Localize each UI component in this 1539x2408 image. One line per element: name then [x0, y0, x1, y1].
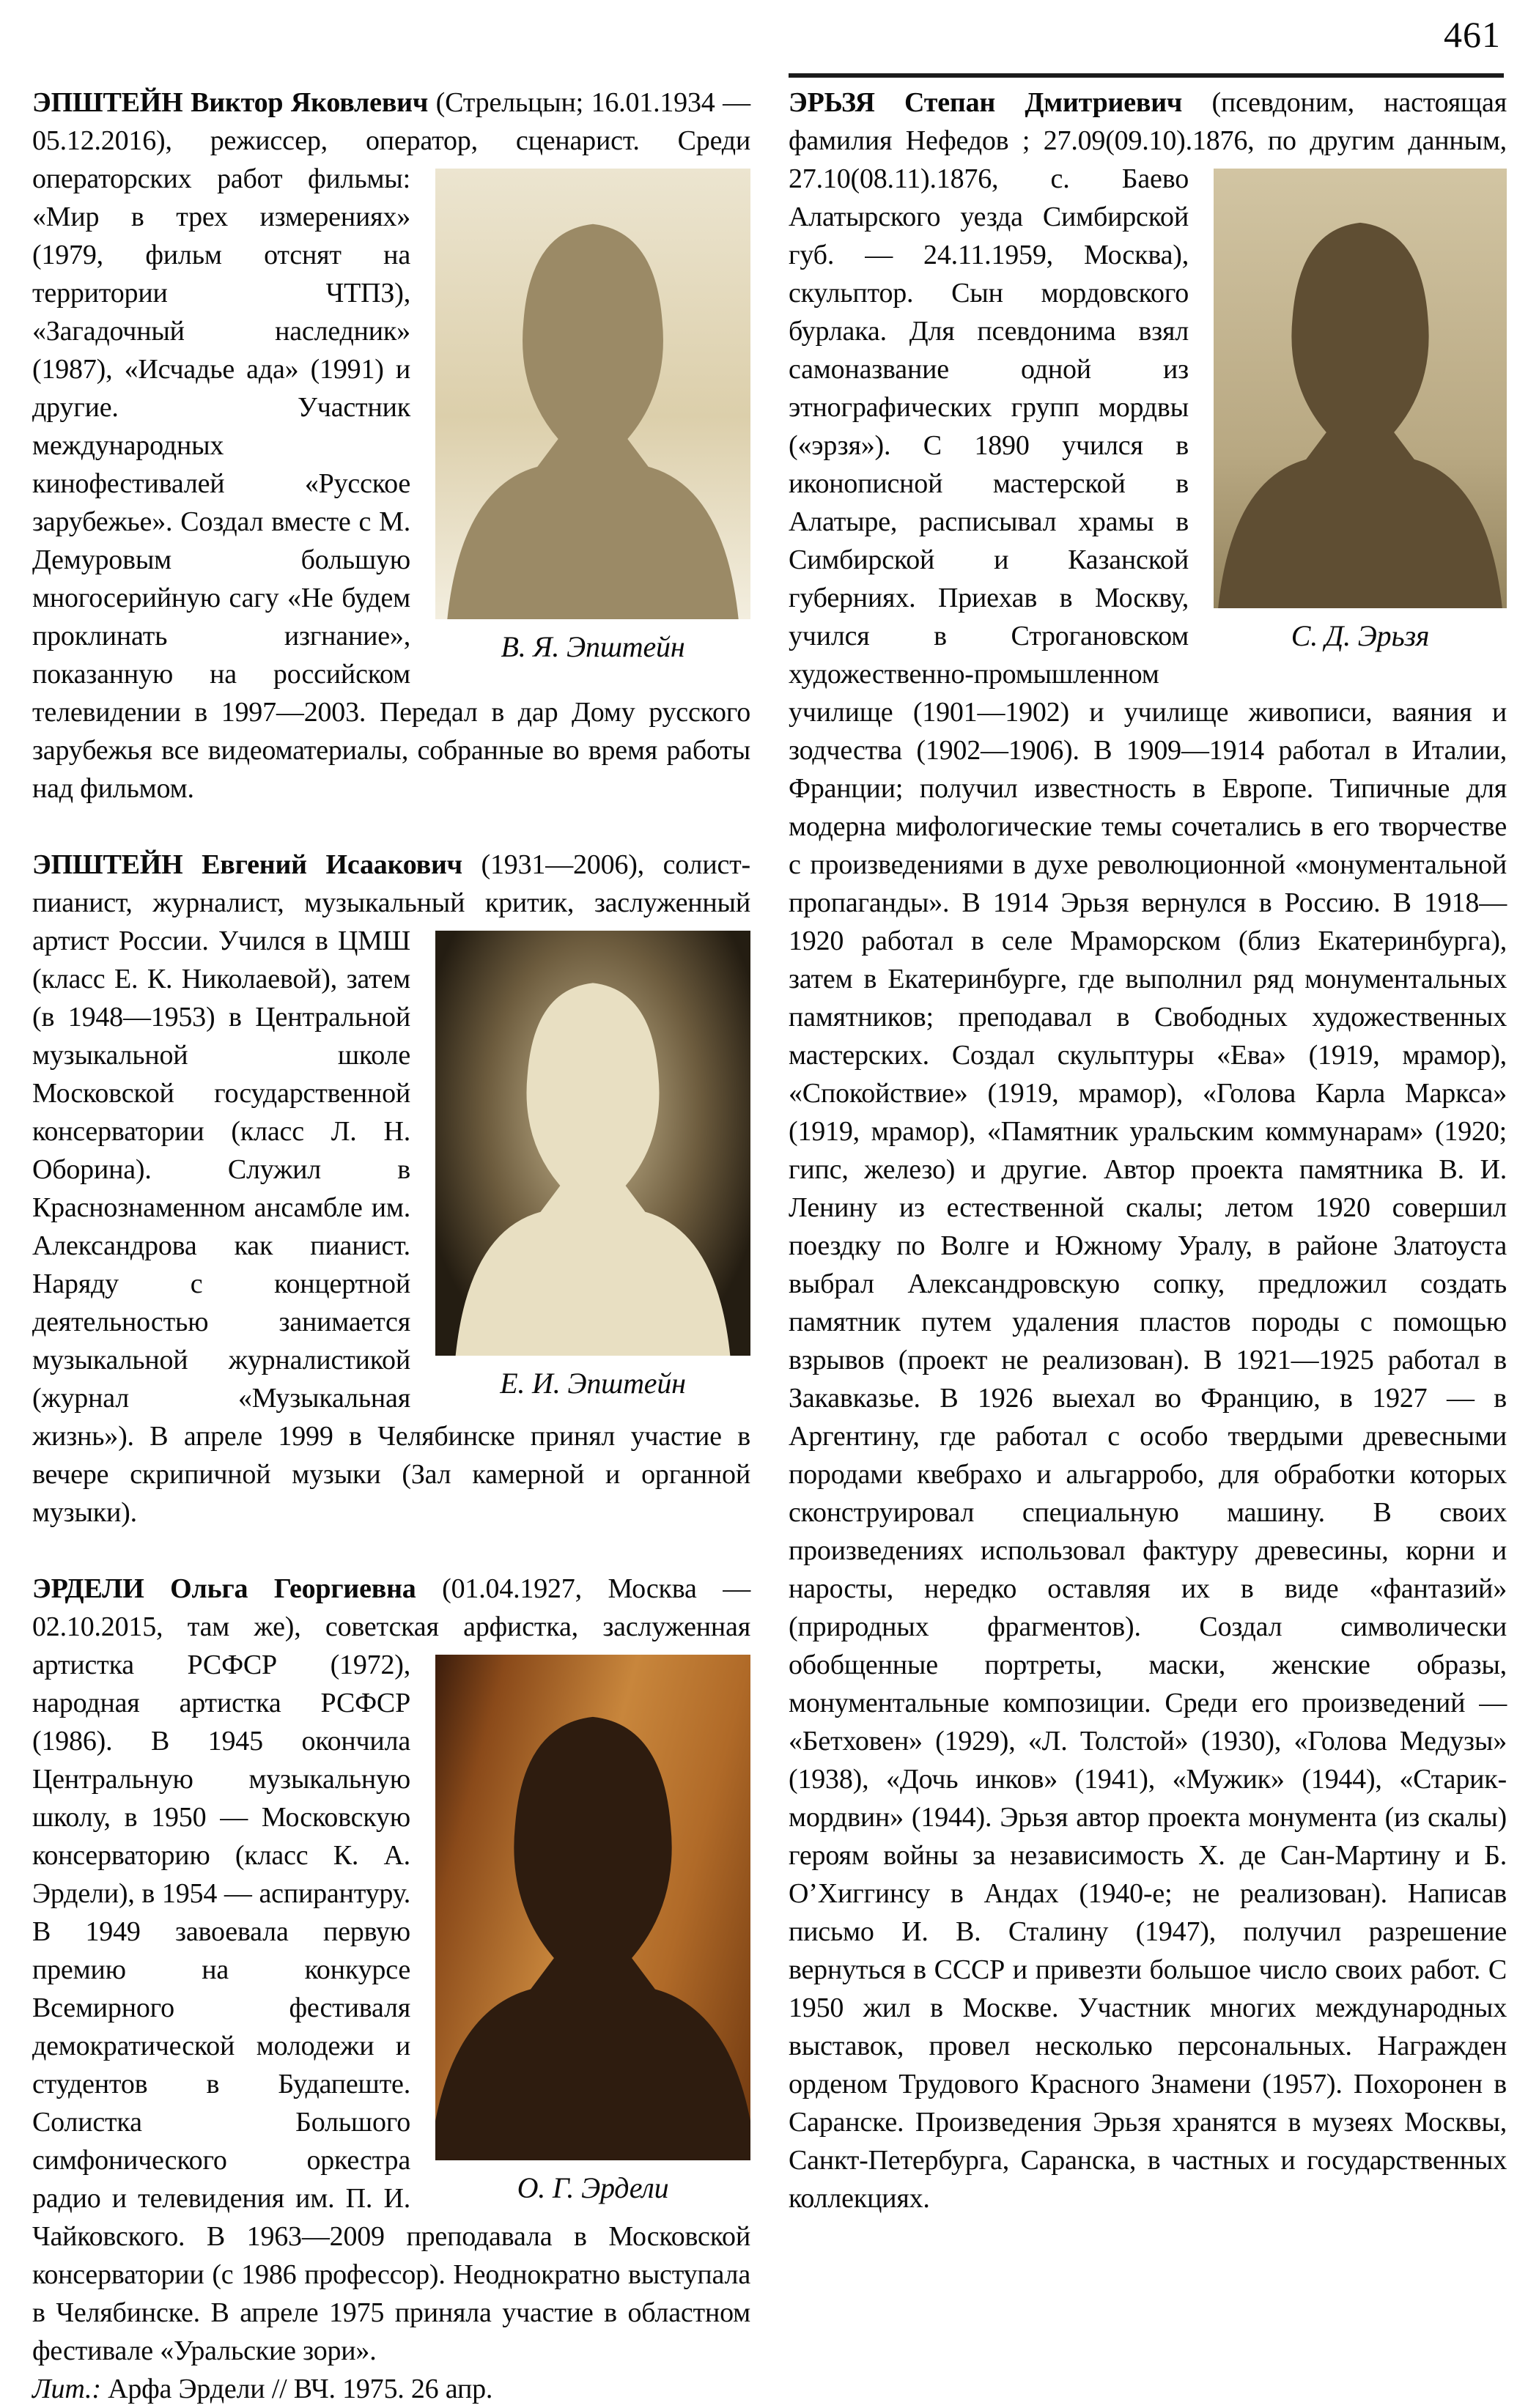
photo-figure-erzya	[1214, 169, 1507, 654]
entry-epshtein-evgeniy	[32, 846, 750, 1532]
entry-erzya	[789, 84, 1507, 2217]
column-left	[32, 84, 750, 2408]
literature-label: Лит.:	[32, 2374, 101, 2404]
photo-figure-erdeli	[435, 1655, 750, 2206]
portrait-photo-epshtein-viktor	[435, 169, 750, 619]
entry-epshtein-viktor	[32, 84, 750, 808]
entry-heading: ЭРЬЗЯ Степан Дмитриевич	[789, 87, 1183, 118]
entry-paragraph	[32, 84, 750, 808]
person-silhouette-icon	[435, 931, 750, 1356]
entry-body: по другим данным, 27.10(08.11).1876, с. Баево Алатырского уезда Симбирской губ. — 24.11.1959, Москва), скульптор. Сын мордовского бурлака. Для псевдонима взял самоназвание одной из этнографических групп мордвы («эрзя»). С 1890 учился в иконописной мастерской в Алатыре, расписывал храмы в Симбирской и Казанской губерниях. Приехав в Москву, учился в Строгановском художественно-промышленном училище (1901—1902) и училище живописи, ваяния и зодчества (1902—1906). В 1909—1914 работал в Италии, Франции; получил известность в Европе. Типичные для модерна мифологические темы сочетались в его творчестве с произведениями в духе революционной «монументальной пропаганды». В 1914 Эрьзя вернулся в Россию. В 1918—1920 работал в селе Мраморском (близ Екатеринбурга), затем в Екатеринбурге, где выполнил ряд монументальных памятников; преподавал в Свободных художественных мастерских. Создал скульптуры «Ева» (1919, мрамор), «Спокойствие» (1919, мрамор), «Голова Карла Маркса» (1919, мрамор), «Памятник уральским коммунарам» (1920; гипс, железо) и другие. Автор проекта памятника В. И. Ленину из естественной скалы; летом 1920 совершил поездку по Волге и Южному Уралу, в районе Златоуста выбрал Александровскую сопку, предложил создать памятник путем удаления пластов породы с помощью взрывов (проект не реализован). В 1921—1925 работал в Закавказье. В 1926 выехал во Францию, в 1927 — в Аргентину, где работал с особо твердыми древесными породами квебрахо и альгарробо, для обработки которых сконструировал специальную машину. В своих произведениях использовал фактуру древесины, корни и наросты, нередко оставляя их в виде «фантазий» (природных фрагментов). Создал символически обобщенные портреты, маски, женские образы, монументальные композиции. Среди его произведений — «Бетховен» (1929), «Л. Толстой» (1930), «Голова Медузы» (1938), «Дочь инков» (1941), «Мужик» (1944), «Старик-мордвин» (1944). Эрьзя автор проекта монумента (из скалы) героям войны за независимость Х. де Сан-Мартину и Б. О’Хиггинсу в Андах (1940-е; не реализован). Написав письмо И. В. Сталину (1947), получил разрешение вернуться в СССР и привезти большое число своих работ. С 1950 жил в Москве. Участник многих международных выставок, провел несколько персональных. Награжден орденом Трудового Красного Знамени (1957). Похоронен в Саранске. Произведения Эрьзя хранятся в музеях Москвы, Санкт-Петербурга, Саранска, в частных и государственных коллекциях.	[789, 125, 1507, 2214]
photo-caption: Е. И. Эпштейн	[500, 1367, 686, 1400]
photo-figure-epshtein-viktor	[435, 169, 750, 665]
portrait-photo-erdeli	[435, 1655, 750, 2160]
entry-paragraph	[32, 1570, 750, 2370]
portrait-photo-erzya	[1214, 169, 1507, 608]
entry-body: критик, заслуженный артист России. Учился в ЦМШ (класс Е. К. Николаевой), затем (в 1948—1953) в Центральной музыкальной школе Московской государственной консерватории (класс Л. Н. Оборина). Служил в Краснознаменном ансамбле им. Александрова как пианист. Наряду с концертной деятельностью занимается музыкальной журналистикой (журнал «Музыкальная жизнь»). В апреле 1999 в Челябинске принял участие в вечере скрипичной музыки (Зал камерной и органной музыки).	[32, 887, 750, 1528]
entry-lead: (псевдоним, настоящая фамилия Нефедов ; 27.09(09.10).1876,	[789, 87, 1507, 156]
entry-paragraph	[32, 846, 750, 1532]
portrait-photo-epshtein-evgeniy	[435, 931, 750, 1356]
entry-heading: ЭПШТЕЙН Евгений Исаакович	[32, 849, 462, 880]
columns	[32, 0, 1507, 2408]
page-number: 461	[1444, 14, 1501, 55]
entry-body: сценарист. Среди операторских работ фильмы: «Мир в трех измерениях» (1979, фильм отснят на территории ЧТПЗ), «Загадочный наследник» (1987), «Исчадье ада» (1991) и другие. Участник международных кинофестивалей «Русское зарубежье». Создал вместе с М. Демуровым большую многосерийную сагу «Не будем проклинать изгнание», показанную на российском телевидении в 1997—2003. Передал в дар Дому русского зарубежья все видеоматериалы, собранные во время работы над фильмом.	[32, 125, 751, 804]
photo-figure-epshtein-evgeniy	[435, 931, 750, 1401]
literature-line	[32, 2370, 750, 2408]
entry-paragraph	[789, 84, 1507, 2217]
entry-lead: (Стрельцын; 16.01.1934 — 05.12.2016), режиссер, оператор,	[32, 87, 750, 156]
person-silhouette-icon	[435, 169, 750, 619]
person-silhouette-icon	[1214, 169, 1507, 608]
photo-caption: О. Г. Эрдели	[517, 2171, 669, 2204]
photo-caption: С. Д. Эрьзя	[1291, 619, 1430, 652]
person-silhouette-icon	[435, 1655, 750, 2160]
header-rule	[789, 73, 1504, 78]
entry-body: заслуженная артистка РСФСР (1972), народная артистка РСФСР (1986). В 1945 окончила Центральную музыкальную школу, в 1950 — Московскую консерваторию (класс К. А. Эрдели), в 1954 — аспирантуру. В 1949 завоевала первую премию на конкурсе Всемирного фестиваля демократической молодежи и студентов в Будапеште. Солистка Большого симфонического оркестра радио и телевидения им. П. И. Чайковского. В 1963—2009 преподавала в Московской консерватории (с 1986 профессор). Неоднократно выступала в Челябинске. В апреле 1975 приняла участие в областном фестивале «Уральские зори».	[32, 1611, 750, 2366]
entry-lead: (1931—2006), солист-пианист, журналист, музыкальный	[32, 849, 750, 918]
entry-erdeli	[32, 1570, 750, 2408]
photo-caption: В. Я. Эпштейн	[501, 630, 685, 663]
entry-heading: ЭРДЕЛИ Ольга Георгиевна	[32, 1573, 416, 1604]
entry-heading: ЭПШТЕЙН Виктор Яковлевич	[32, 87, 429, 118]
entry-lead: (01.04.1927, Москва — 02.10.2015, там же), советская арфистка,	[32, 1573, 751, 1642]
column-right	[789, 84, 1507, 2408]
literature-text: Арфа Эрдели // ВЧ. 1975. 26 апр.	[100, 2374, 493, 2404]
